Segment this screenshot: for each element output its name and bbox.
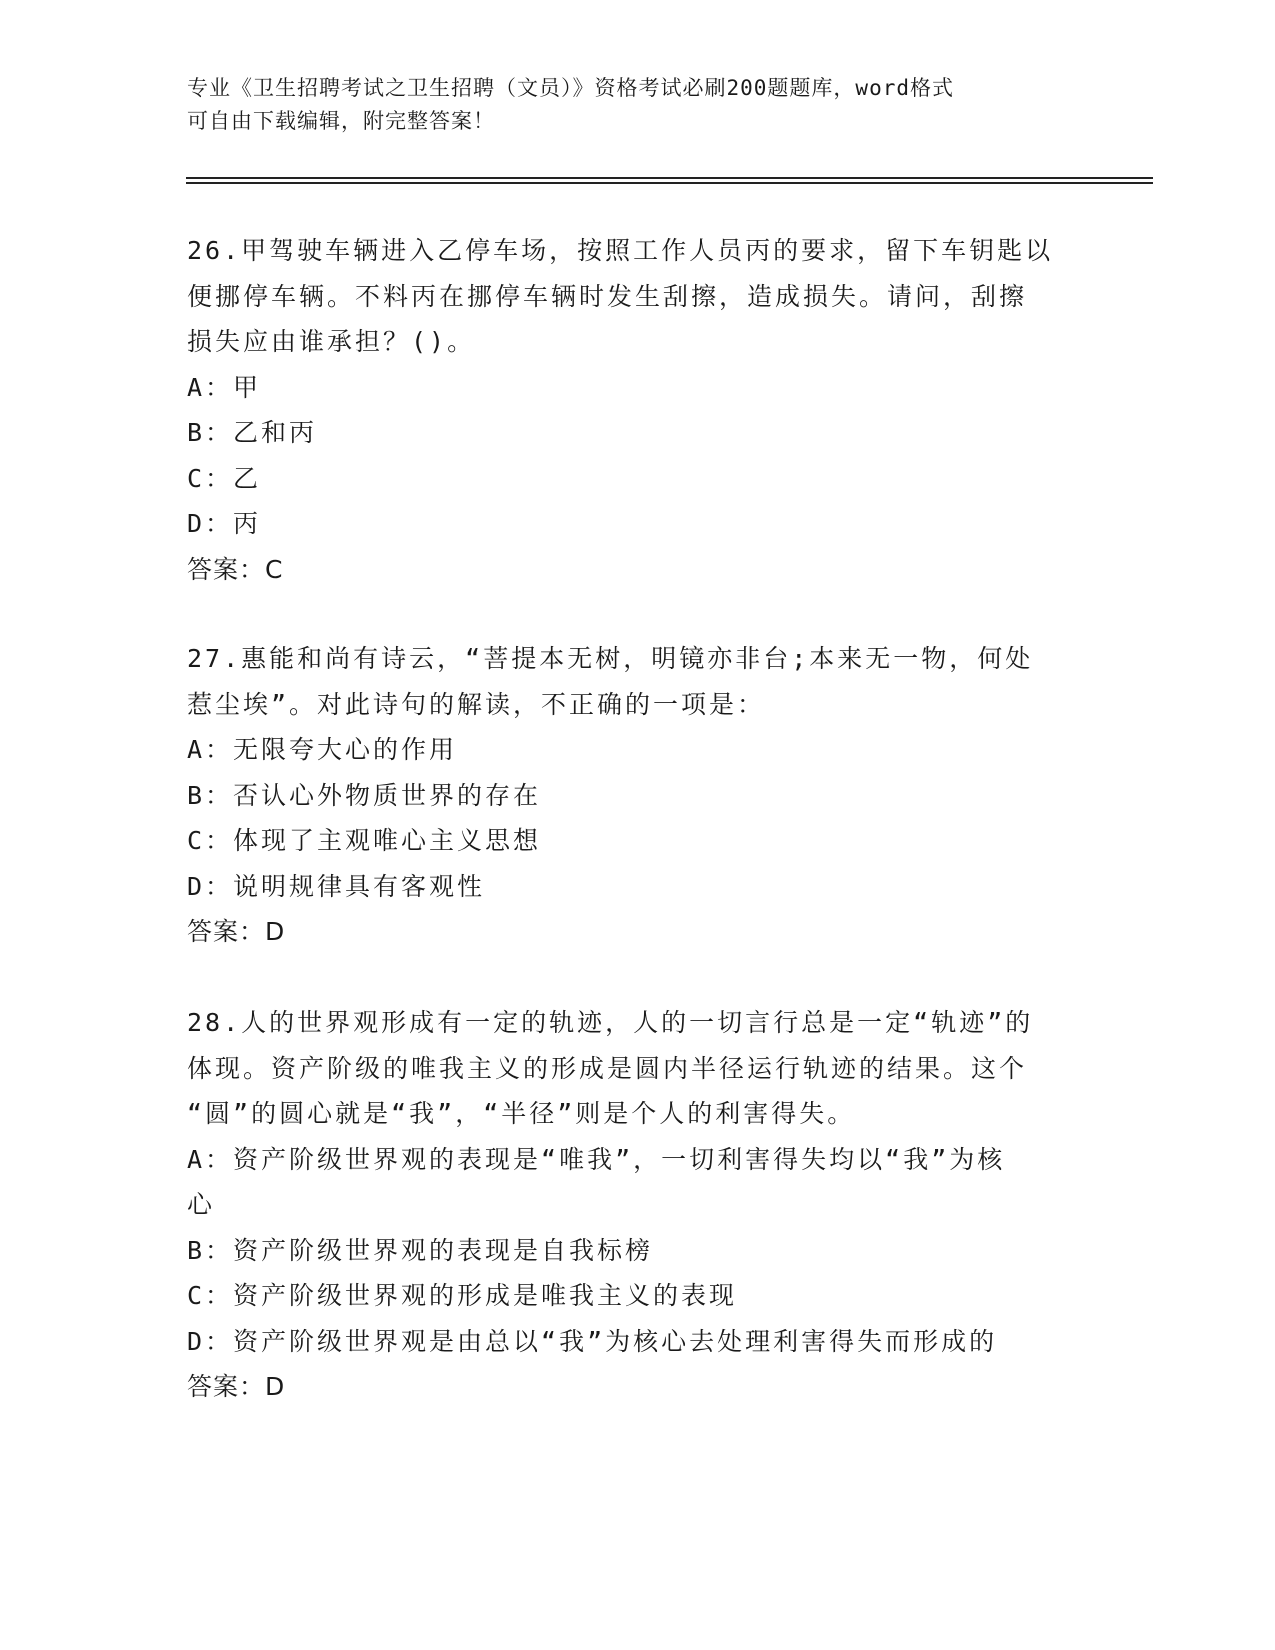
question-stem-line: 26.甲驾驶车辆进入乙停车场，按照工作人员丙的要求，留下车钥匙以	[187, 236, 1054, 265]
option-d: D：丙	[187, 509, 262, 538]
option-b: B：否认心外物质世界的存在	[187, 780, 542, 810]
question-stem-line: 便挪停车辆。不料丙在挪停车辆时发生刮擦，造成损失。请问，刮擦	[187, 281, 1028, 311]
option-c: C：体现了主观唯心主义思想	[187, 826, 542, 855]
answer: 答案：C	[187, 554, 284, 584]
option-a: A：资产阶级世界观的表现是“唯我”，一切利害得失均以“我”为核	[187, 1144, 1006, 1174]
question-28	[187, 1000, 1087, 1410]
document-header	[187, 72, 1067, 138]
question-stem-line: 惹尘埃”。对此诗句的解读，不正确的一项是：	[187, 689, 766, 719]
question-stem-line: 28.人的世界观形成有一定的轨迹，人的一切言行总是一定“轨迹”的	[187, 1008, 1034, 1037]
question-stem-line: 体现。资产阶级的唯我主义的形成是圆内半径运行轨迹的结果。这个	[187, 1053, 1028, 1083]
answer: 答案：D	[187, 1372, 286, 1401]
header-divider-top	[186, 177, 1153, 179]
option-c: C：资产阶级世界观的形成是唯我主义的表现	[187, 1281, 738, 1310]
option-a: A：甲	[187, 372, 262, 402]
question-stem-line: 27.惠能和尚有诗云，“菩提本无树，明镜亦非台;本来无一物，何处	[187, 644, 1034, 673]
question-stem-line: 损失应由谁承担？()。	[187, 327, 476, 356]
option-d: D：资产阶级世界观是由总以“我”为核心去处理利害得失而形成的	[187, 1326, 998, 1356]
answer: 答案：D	[187, 917, 286, 946]
header-line-2: 可自由下载编辑，附完整答案！	[187, 109, 495, 133]
option-b: B：资产阶级世界观的表现是自我标榜	[187, 1235, 654, 1265]
header-line-1: 专业《卫生招聘考试之卫生招聘（文员）》资格考试必刷200题题库，word格式	[187, 76, 954, 100]
question-27	[187, 636, 1087, 955]
question-stem-line: “圆”的圆心就是“我”，“半径”则是个人的利害得失。	[187, 1099, 856, 1128]
option-a-continued: 心	[187, 1190, 216, 1219]
question-26	[187, 228, 1087, 592]
option-d: D：说明规律具有客观性	[187, 871, 486, 901]
header-divider-bottom	[186, 182, 1153, 184]
option-a: A：无限夸大心的作用	[187, 735, 458, 764]
option-b: B：乙和丙	[187, 418, 318, 447]
option-c: C：乙	[187, 463, 262, 493]
